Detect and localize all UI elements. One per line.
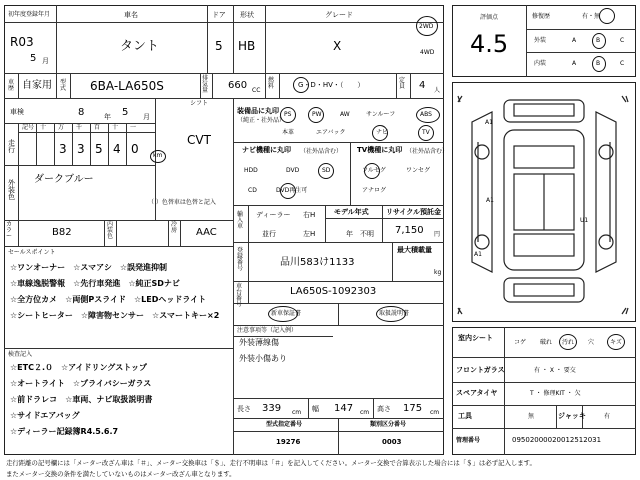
mileage-digit: 3 [77, 142, 85, 156]
equipment-title: 装備品に丸印 [237, 107, 279, 115]
mileage-col-line [126, 123, 127, 165]
width-cm: cm [360, 409, 370, 416]
grade-circle [592, 56, 606, 72]
manual: 取扱説明書 [379, 310, 410, 317]
import-dealer: ディーラー [256, 211, 291, 219]
length-cm: cm [292, 409, 302, 416]
import-parallel: 並行 [262, 230, 276, 238]
mgmt-number: 09502000020012512031 [512, 436, 602, 444]
equipment-item: TV [422, 129, 430, 136]
inspection-month: 5 [122, 107, 129, 118]
seat-item: 穴 [588, 339, 595, 346]
interior-grade-label: 内装 [534, 60, 547, 67]
mileage-digit-header: 十 [112, 124, 119, 131]
plate-number: 品川583け1133 [280, 257, 355, 268]
mileage-digit-header: 記号 [22, 124, 35, 131]
mileage-digit: 0 [131, 142, 139, 156]
grade-option: A [572, 37, 577, 44]
equipment-circle [416, 107, 440, 123]
grade-label: グレード [325, 11, 353, 19]
nav-circle [318, 163, 334, 179]
door-label: ドア [212, 11, 226, 19]
color-code: B82 [52, 227, 72, 238]
inspector-line: ☆サイドエアバッグ [10, 411, 80, 420]
mileage-col-line [36, 123, 37, 165]
sales-point-line: ☆全方位カメ ☆両側Pスライド ☆LEDヘッドライト [10, 295, 207, 304]
car-diagram [452, 82, 636, 322]
width: 147 [334, 403, 354, 414]
spare: T ・ 修理KIT ・ 欠 [530, 390, 581, 397]
car-name: タント [120, 39, 160, 54]
interior-color-label: 内装色 [107, 221, 114, 240]
equipment-circle [308, 107, 324, 123]
tv-item: フルセグ [362, 167, 386, 174]
length: 339 [262, 403, 282, 414]
diagram-label-4: A1 [474, 251, 482, 258]
chassis-label: 車台番号 [236, 283, 243, 308]
category-number: 0003 [382, 438, 402, 446]
capacity: 4 [419, 80, 426, 91]
sales-point-line: ☆ワンオーナー ☆スマアシ ☆誤発進抑制 [10, 263, 168, 272]
length-label: 長さ [237, 405, 251, 413]
model-year-label: モデル年式 [334, 208, 369, 216]
first-reg-label: 初年度登録年月 [8, 11, 51, 18]
mileage-digit-header: 千 [76, 124, 83, 131]
equipment-circle [418, 125, 434, 141]
approval-label: 型式指定番号 [266, 421, 303, 428]
height: 175 [403, 403, 423, 414]
inspection-year: 8 [78, 107, 85, 118]
equipment-item: PS [284, 111, 292, 118]
mileage-col-line [108, 123, 109, 165]
nav-sub: （社外品含む） [300, 148, 343, 155]
ac-label: 冷房 [171, 221, 178, 234]
max-load-label: 最大積載量 [397, 246, 432, 254]
nav-circle [280, 183, 296, 199]
month-unit: 月 [42, 57, 49, 65]
exterior-label: 外装色 [8, 179, 15, 201]
nav-item: DVD [286, 167, 300, 174]
mileage-digit-header: 一 [130, 124, 137, 131]
nav-item: SD [322, 167, 331, 174]
tools: 無 [528, 413, 535, 420]
tools-label: 工具 [458, 412, 472, 420]
width-label: 幅 [312, 405, 319, 413]
drive-2wd: 2WD [419, 23, 434, 30]
score: 4.5 [470, 30, 509, 58]
mileage-digit-header: 十 [40, 124, 47, 131]
grade-option: B [596, 37, 601, 44]
first-reg-year: R03 [10, 35, 34, 49]
tv-circle [364, 163, 380, 179]
mileage-col-line [54, 123, 55, 165]
inspection-month-unit: 月 [143, 113, 150, 121]
sales-points-title: セールスポイント [8, 249, 56, 256]
notes-line-1: 外装薄線傷 [239, 338, 279, 347]
front-glass: 有 ・ X ・ 要交 [534, 367, 576, 374]
seat-item: コゲ [514, 339, 527, 346]
notes-title: 注意事項等（記入例） [237, 327, 298, 334]
diagram-label-3: U1 [580, 217, 589, 224]
import-label: 輸入車 [237, 211, 244, 230]
nav-title: ナビ機種に丸印 [242, 146, 291, 154]
color-code-label: カラー [6, 221, 13, 240]
inspector-line: ☆ETC２.０ ☆アイドリングストップ [10, 363, 147, 372]
shift: CVT [187, 133, 211, 147]
seat-circle [559, 334, 577, 350]
recycle-label: リサイクル預託金 [386, 208, 442, 216]
chassis-number: LA650S-1092303 [290, 286, 377, 297]
footer-line-2: またメーター交換の条件を満たしていないものはメーター改ざん車となります。 [6, 470, 236, 478]
grade: X [333, 39, 342, 53]
first-reg-month: 5 [30, 53, 37, 64]
nav-item: HDD [244, 167, 258, 174]
grade-option: B [596, 60, 601, 67]
kg-unit: kg [434, 269, 442, 276]
car-name-label: 車名 [124, 11, 138, 19]
inspection-year-unit: 年 [104, 113, 111, 121]
import-right: 右H [303, 211, 316, 219]
inspector-title: 検査記入 [8, 351, 33, 358]
person-unit: 人 [434, 87, 441, 94]
mileage-col-line [90, 123, 91, 165]
mileage-digit: 4 [113, 142, 121, 156]
front-glass-label: フロントガラス [456, 366, 505, 374]
tv-title: TV機種に丸印 [357, 146, 403, 154]
mgmt-label: 管理番号 [456, 437, 481, 444]
sales-point-line: ☆シートヒーター ☆障害物センサー ☆スマートキー×2 [10, 311, 220, 320]
diagram-label-2: A1 [486, 197, 494, 204]
new-warranty: 新車保証書 [271, 310, 302, 317]
nav-item: DVD再生可 [276, 187, 308, 194]
repair-label: 修復歴 [532, 13, 551, 20]
height-cm: cm [430, 409, 440, 416]
equipment-item: ナビ [376, 129, 389, 136]
grade-circle [592, 33, 606, 49]
grade-option: C [620, 60, 625, 67]
approval-number: 19276 [276, 438, 301, 446]
equipment-item: サンルーフ [366, 111, 396, 118]
fuel-label: 燃料 [268, 77, 275, 90]
mileage-digit: 3 [59, 142, 67, 156]
inspector-line: ☆ディーラー記録簿R4.5.6.7 [10, 427, 119, 436]
shift-label: シフト [190, 100, 209, 107]
tv-item: ワンセグ [406, 167, 431, 174]
repair-none-circle [599, 8, 615, 24]
sales-point-line: ☆車線逸脱警報 ☆先行車発進 ☆純正SDナビ [10, 279, 180, 288]
mileage-digit: 5 [95, 142, 103, 156]
displacement-label: 排気量 [202, 75, 209, 94]
footer-line-1: 走行距離の記号欄には「メーター改ざん車は「＃」、メーター交換車は「＄」、走行不明車は「＃」を記入してください。メーター交換で合算表示した場合には「＄」は必ず記入します。 [6, 459, 536, 467]
vehicle-label: 車歴 [8, 79, 15, 92]
equipment-item: PW [312, 111, 322, 118]
seat-item: 破れ [540, 339, 553, 346]
spare-label: スペアタイヤ [456, 389, 498, 397]
exterior-color: ダークブルー [34, 174, 94, 185]
equipment-sub: （純正・社外品） [237, 117, 286, 124]
inspection-label: 車検 [10, 108, 24, 116]
type-label: 型式 [60, 79, 67, 92]
equipment-item: 本革 [282, 129, 295, 136]
tv-sub: （社外品含む） [406, 148, 449, 155]
category-label: 類別区分番号 [370, 421, 407, 428]
inspector-line: ☆前ドラレコ ☆車両、ナビ取扱説明書 [10, 395, 153, 404]
height-label: 高さ [377, 405, 391, 413]
seat-label: 室内シート [458, 334, 493, 342]
equipment-item: AW [340, 111, 350, 118]
equipment-item: エアバック [316, 129, 346, 136]
mileage-col-line [72, 123, 73, 165]
inspector-line: ☆オートライト ☆プライバシーガラス [10, 379, 152, 388]
seat-item: キズ [610, 339, 622, 346]
shape-label: 形状 [240, 11, 254, 19]
shape: HB [238, 39, 256, 53]
grade-option: C [620, 37, 625, 44]
mileage-unit: km [153, 152, 163, 159]
model-year: 年 不明 [346, 230, 374, 238]
seat-circle [607, 334, 625, 350]
mileage-digit-header: 百 [94, 124, 101, 131]
model-code: 6BA-LA650S [90, 79, 164, 93]
import-left: 左H [303, 230, 316, 238]
tv-item: アナログ [362, 187, 387, 194]
fuel-options: G・D・HV・（ ） [298, 81, 365, 89]
mileage-label: 走行 [8, 139, 15, 154]
use: 自家用 [22, 80, 52, 91]
doors: 5 [215, 39, 223, 53]
jack: 有 [604, 413, 611, 420]
equipment-item: ABS [420, 111, 432, 118]
nav-item: CD [248, 187, 257, 194]
registration-label: 登録番号 [237, 247, 244, 272]
exterior-note: （ ）色替車は色替と記入 [148, 199, 216, 206]
diagram-label-1: A1 [485, 119, 493, 126]
recycle-amount: 7,150 [395, 225, 424, 236]
drive-4wd: 4WD [420, 49, 435, 56]
displacement: 660 [228, 80, 248, 91]
yen-unit: 円 [434, 231, 441, 238]
exterior-grade-label: 外装 [534, 37, 547, 44]
cc-unit: CC [252, 87, 261, 94]
equipment-circle [372, 125, 388, 141]
repair-options: 有・無 [582, 13, 601, 20]
mileage-digit-header: 万 [58, 124, 65, 131]
seat-item: 汚れ [562, 339, 575, 346]
grade-option: A [572, 60, 577, 67]
notes-line-2: 外装小傷あり [239, 354, 287, 363]
capacity-label: 定員 [399, 77, 406, 90]
jack-label: ジャッキ [558, 412, 586, 420]
score-label: 評価点 [480, 14, 499, 21]
equipment-circle [280, 107, 296, 123]
ac-value: AAC [196, 227, 217, 238]
